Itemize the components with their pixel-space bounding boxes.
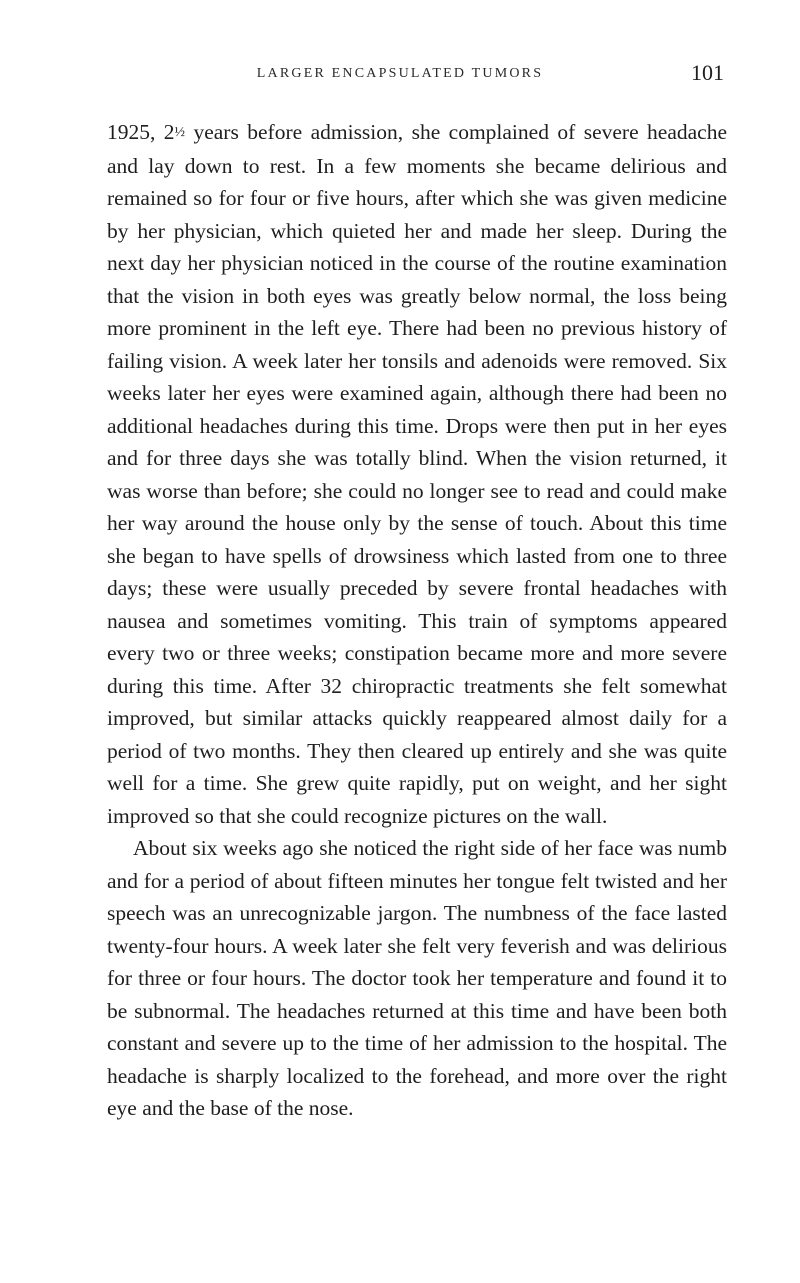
- paragraph-2-text: About six weeks ago she noticed the right side of her face was numb and for a period of about fifteen minutes her tongue felt twisted and her speech was an unrecognizable jargon. The numbness of the face lasted twenty-four hours. A week later she felt very feverish and was delirious for three or four hours. The doctor took her temperature and found it to be subnormal. The headaches returned at this time and have been both constant and severe up to the time of her admission to the hospital. The headache is sharply localized to the forehead, and more over the right eye and the base of the nose.: [107, 836, 727, 1120]
- running-head: [0, 60, 800, 90]
- body-text: [107, 116, 727, 1125]
- paragraph-2: [107, 832, 727, 1125]
- paragraph-1-lead: 1925, 2: [107, 120, 175, 144]
- paragraph-1: [107, 116, 727, 832]
- page-number: 101: [691, 60, 724, 85]
- paragraph-1-text: years before admission, she complained of severe headache and lay down to rest. In a few moments she became delirious and remained so for four or five hours, after which she was given medicine by her physician, which quieted her and made her sleep. During the next day her physician noticed in the course of the routine examination that the vision in both eyes was greatly below normal, the loss being more prominent in the left eye. There had been no previous history of failing vision. A week later her tonsils and adenoids were removed. Six weeks later her eyes were examined again, although there had been no additional headaches during this time. Drops were then put in her eyes and for three days she was totally blind. When the vision returned, it was worse than before; she could no longer see to read and could make her way around the house only by the sense of touch. About this time she began to have spells of drowsiness which lasted from one to three days; these were usually preceded by severe frontal headaches with nausea and sometimes vomiting. This train of symptoms appeared every two or three weeks; constipation became more and more severe during this time. After 32 chiropractic treatments she felt somewhat improved, but similar attacks quickly reappeared almost daily for a period of two months. They then cleared up entirely and she was quite well for a time. She grew quite rapidly, put on weight, and her sight improved so that she could recognize pictures on the wall.: [107, 120, 727, 828]
- fraction-half: ½: [174, 125, 186, 140]
- running-title: LARGER ENCAPSULATED TUMORS: [256, 66, 544, 81]
